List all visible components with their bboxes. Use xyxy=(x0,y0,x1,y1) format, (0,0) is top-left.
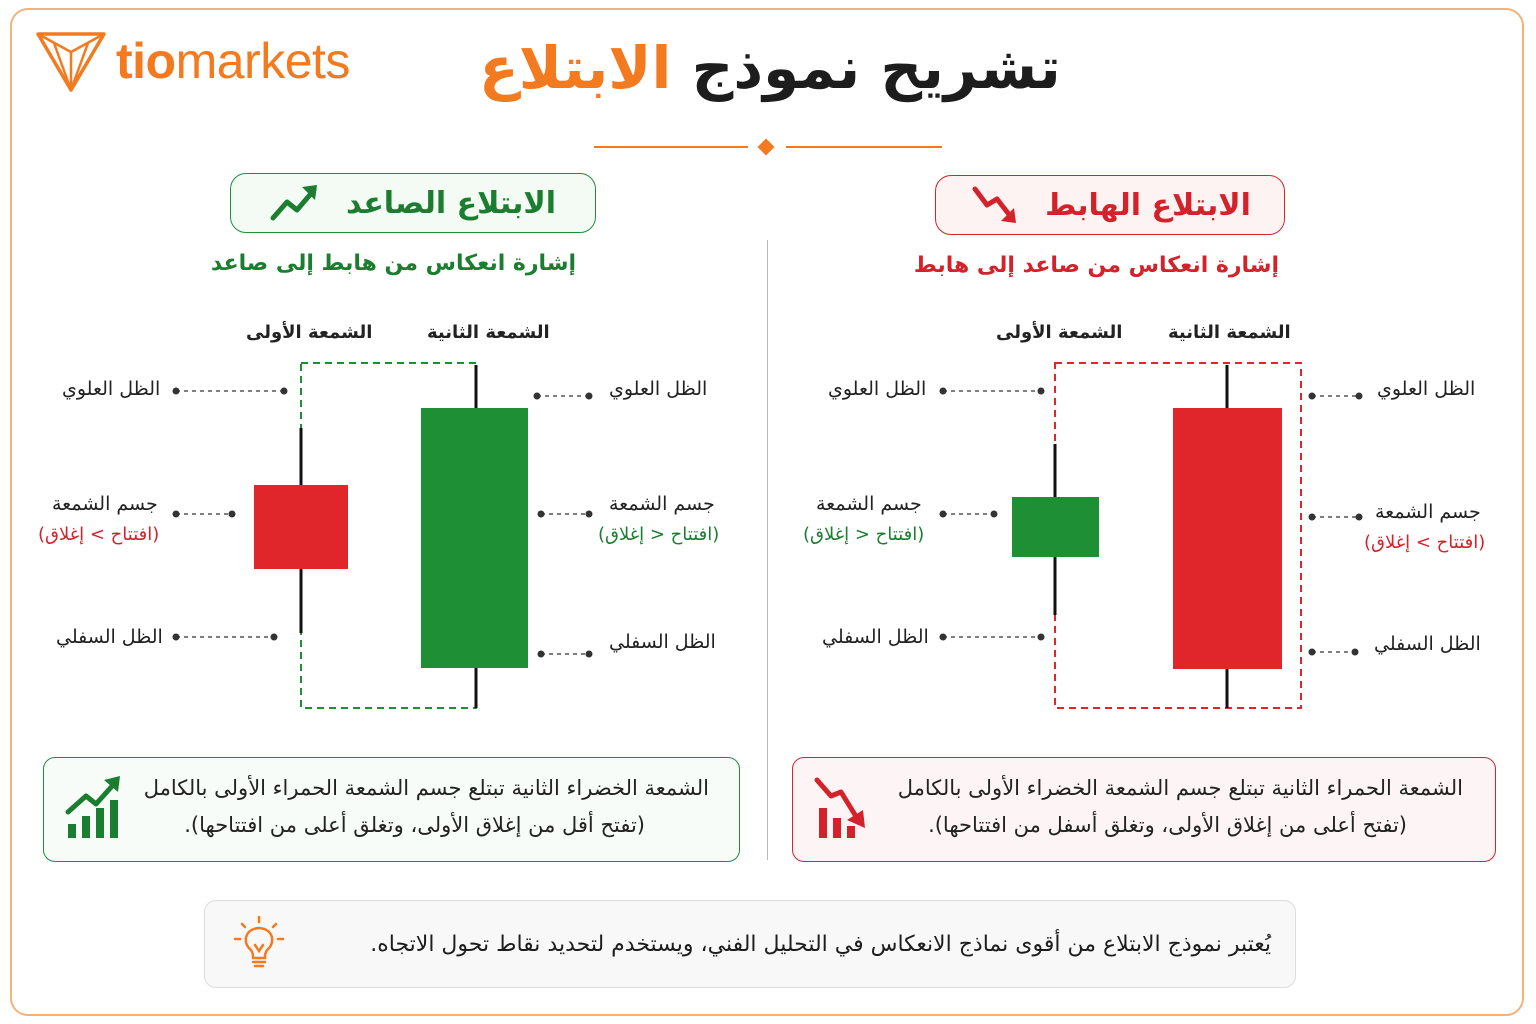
bearish-description-line1: الشمعة الحمراء الثانية تبتلع جسم الشمعة الخضراء الأولى بالكامل xyxy=(897,776,1463,800)
bullish-first-candle-label: الشمعة الأولى xyxy=(246,322,373,343)
bearish-left-body-label: جسم الشمعة xyxy=(816,493,922,515)
bullish-left-body-label: جسم الشمعة xyxy=(52,493,158,515)
bullish-heading: الابتلاع الصاعد xyxy=(345,185,557,221)
lightbulb-icon xyxy=(233,915,285,973)
tip-box xyxy=(204,900,1296,988)
chart-up-icon xyxy=(64,774,124,840)
bearish-right-body-label: جسم الشمعة xyxy=(1375,501,1481,523)
bearish-right-upper-label: الظل العلوي xyxy=(1377,378,1476,400)
tip-text: يُعتبر نموذج الابتلاع من أقوى نماذج الانعكاس في التحليل الفني، ويستخدم لتحديد نقاط تحول الاتجاه. xyxy=(370,932,1271,957)
bearish-left-upper-label: الظل العلوي xyxy=(828,378,927,400)
bearish-description-box xyxy=(792,757,1496,862)
bearish-right-lower-label: الظل السفلي xyxy=(1374,633,1481,655)
bullish-right-upper-label: الظل العلوي xyxy=(609,378,708,400)
bearish-heading: الابتلاع الهابط xyxy=(1045,187,1251,223)
bearish-description-line2: (تفتح أعلى من إغلاق الأولى، وتغلق أسفل من افتتاحها). xyxy=(928,813,1407,837)
bearish-subtitle: إشارة انعكاس من صاعد إلى هابط xyxy=(913,253,1279,278)
bullish-left-upper-label: الظل العلوي xyxy=(62,378,161,400)
bearish-first-candle-label: الشمعة الأولى xyxy=(996,322,1123,343)
bullish-left-lower-label: الظل السفلي xyxy=(56,626,163,648)
bullish-description-line1: الشمعة الخضراء الثانية تبتلع جسم الشمعة الحمراء الأولى بالكامل xyxy=(143,776,709,800)
bullish-second-body xyxy=(421,408,528,668)
bullish-right-body-note: (افتتاح < إغلاق) xyxy=(598,524,720,545)
title-part-orange: الابتلاع xyxy=(479,34,672,102)
brand-name: tiomarkets xyxy=(116,33,350,89)
chart-down-icon xyxy=(813,774,873,840)
bearish-left-body-note: (افتتاح < إغلاق) xyxy=(803,524,925,545)
bearish-second-candle-label: الشمعة الثانية xyxy=(1168,322,1291,343)
bearish-second-body xyxy=(1173,408,1282,669)
bullish-subtitle: إشارة انعكاس من هابط إلى صاعد xyxy=(210,251,576,276)
bearish-first-body xyxy=(1012,497,1099,557)
bullish-first-body xyxy=(254,485,348,569)
bearish-right-body-note: (افتتاح > إغلاق) xyxy=(1364,532,1486,553)
bullish-right-body-label: جسم الشمعة xyxy=(609,493,715,515)
bullish-left-body-note: (افتتاح > إغلاق) xyxy=(38,524,160,545)
bullish-description-box xyxy=(43,757,740,862)
bearish-left-lower-label: الظل السفلي xyxy=(822,626,929,648)
bullish-right-lower-label: الظل السفلي xyxy=(609,631,716,653)
title-part-dark: تشريح نموذج xyxy=(691,34,1061,102)
bullish-second-candle-label: الشمعة الثانية xyxy=(427,322,550,343)
bullish-description-line2: (تفتح أقل من إغلاق الأولى، وتغلق أعلى من افتتاحها). xyxy=(184,813,645,837)
